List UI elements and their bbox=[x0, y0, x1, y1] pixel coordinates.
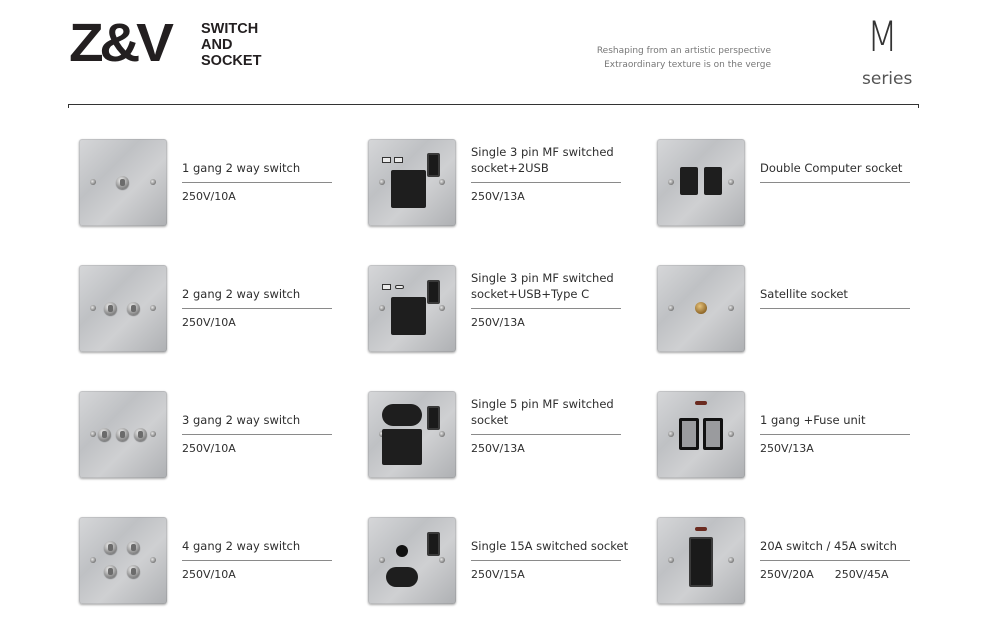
product-label: Single 5 pin MF switched socket bbox=[471, 397, 614, 427]
indicator-light-icon bbox=[695, 401, 707, 405]
toggle-icon bbox=[127, 302, 140, 315]
product-divider bbox=[760, 182, 910, 183]
product-3-gang-switch bbox=[79, 391, 369, 481]
product-2-gang-switch bbox=[79, 265, 369, 355]
product-label: Satellite socket bbox=[760, 287, 848, 301]
screw-icon bbox=[90, 557, 96, 563]
toggle-icon bbox=[104, 541, 117, 554]
product-divider bbox=[182, 182, 332, 183]
product-label: 2 gang 2 way switch bbox=[182, 287, 301, 301]
screw-icon bbox=[439, 557, 445, 563]
typec-port-icon bbox=[395, 285, 404, 289]
screw-icon bbox=[728, 305, 734, 311]
socket-outlet-icon bbox=[391, 170, 426, 208]
product-image bbox=[79, 265, 167, 352]
brand-tagline bbox=[201, 21, 291, 69]
product-image bbox=[368, 391, 456, 478]
slogan-line-1: Reshaping from an artistic perspective bbox=[596, 46, 771, 56]
product-image bbox=[368, 265, 456, 352]
socket-outlet-icon bbox=[391, 297, 426, 335]
indicator-light-icon bbox=[695, 527, 707, 531]
screw-icon bbox=[728, 557, 734, 563]
brand-line-2: AND bbox=[201, 37, 233, 53]
series-word: series bbox=[862, 69, 913, 89]
product-5pin-socket bbox=[368, 391, 658, 481]
product-divider bbox=[760, 434, 910, 435]
product-divider bbox=[760, 560, 910, 561]
rocker-switch-icon bbox=[689, 537, 713, 587]
screw-icon bbox=[150, 431, 156, 437]
screw-icon bbox=[668, 557, 674, 563]
product-rating: 250V/10A bbox=[182, 568, 236, 581]
rocker-switch-icon bbox=[427, 532, 440, 556]
product-15a-socket bbox=[368, 517, 658, 607]
product-image bbox=[657, 265, 745, 352]
product-rating: 250V/10A bbox=[182, 442, 236, 455]
screw-icon bbox=[90, 305, 96, 311]
round-pin-outlet-icon bbox=[386, 567, 418, 587]
product-satellite-socket bbox=[657, 265, 947, 355]
product-image bbox=[657, 391, 745, 478]
screw-icon bbox=[90, 179, 96, 185]
screw-icon bbox=[150, 179, 156, 185]
rocker-switch-icon bbox=[427, 406, 440, 430]
product-rating: 250V/13A bbox=[471, 442, 525, 455]
rocker-switch-icon bbox=[427, 153, 440, 177]
screw-icon bbox=[728, 179, 734, 185]
fuse-switch-icon bbox=[703, 418, 723, 450]
product-image bbox=[368, 517, 456, 604]
product-label: 4 gang 2 way switch bbox=[182, 539, 301, 553]
rj45-port-icon bbox=[704, 167, 722, 195]
product-double-computer-socket bbox=[657, 139, 947, 229]
product-rating: 250V/10A bbox=[182, 190, 236, 203]
product-image bbox=[657, 517, 745, 604]
product-label: Single 3 pin MF switched socket+USB+Type C bbox=[471, 271, 614, 301]
toggle-icon bbox=[134, 428, 147, 441]
screw-icon bbox=[379, 557, 385, 563]
product-fuse-unit bbox=[657, 391, 947, 481]
series-letter: M bbox=[867, 12, 898, 61]
brand-mark: Z&V bbox=[69, 13, 170, 73]
product-image bbox=[79, 139, 167, 226]
slogan-line-2: Extraordinary texture is on the verge bbox=[604, 60, 771, 70]
product-image bbox=[79, 391, 167, 478]
product-image bbox=[79, 517, 167, 604]
screw-icon bbox=[150, 305, 156, 311]
product-divider bbox=[182, 434, 332, 435]
product-rating: 250V/15A bbox=[471, 568, 525, 581]
screw-icon bbox=[150, 557, 156, 563]
product-20a-45a-switch bbox=[657, 517, 947, 607]
round-pin-outlet-icon bbox=[382, 404, 422, 426]
product-divider bbox=[471, 308, 621, 309]
screw-icon bbox=[90, 431, 96, 437]
product-3pin-socket-usb-typec bbox=[368, 265, 658, 355]
toggle-icon bbox=[127, 565, 140, 578]
toggle-icon bbox=[104, 302, 117, 315]
toggle-icon bbox=[127, 541, 140, 554]
slogan bbox=[597, 44, 771, 72]
product-divider bbox=[182, 308, 332, 309]
product-label: Single 15A switched socket bbox=[471, 539, 629, 553]
rocker-switch-icon bbox=[427, 280, 440, 304]
usb-port-icon bbox=[382, 157, 391, 163]
product-rating: 250V/13A bbox=[471, 190, 525, 203]
screw-icon bbox=[668, 179, 674, 185]
screw-icon bbox=[439, 179, 445, 185]
product-1-gang-switch bbox=[79, 139, 369, 229]
usb-port-icon bbox=[394, 157, 403, 163]
product-divider bbox=[760, 308, 910, 309]
product-divider bbox=[471, 434, 621, 435]
screw-icon bbox=[668, 305, 674, 311]
brand-line-1: SWITCH bbox=[201, 21, 259, 37]
product-label: Double Computer socket bbox=[760, 161, 903, 175]
product-label: 20A switch / 45A switch bbox=[760, 539, 897, 553]
header-divider bbox=[68, 104, 919, 105]
screw-icon bbox=[439, 431, 445, 437]
product-divider bbox=[471, 182, 621, 183]
product-3pin-socket-2usb bbox=[368, 139, 658, 229]
toggle-icon bbox=[104, 565, 117, 578]
socket-outlet-icon bbox=[382, 429, 422, 465]
product-divider bbox=[182, 560, 332, 561]
coax-connector-icon bbox=[695, 302, 707, 314]
toggle-icon bbox=[116, 428, 129, 441]
product-divider bbox=[471, 560, 621, 561]
screw-icon bbox=[439, 305, 445, 311]
screw-icon bbox=[668, 431, 674, 437]
product-rating: 250V/13A bbox=[760, 442, 814, 455]
product-rating: 250V/20A 250V/45A bbox=[760, 568, 889, 581]
screw-icon bbox=[379, 305, 385, 311]
brand-line-3: SOCKET bbox=[201, 53, 262, 69]
product-label: 1 gang 2 way switch bbox=[182, 161, 301, 175]
product-label: 3 gang 2 way switch bbox=[182, 413, 301, 427]
product-rating: 250V/10A bbox=[182, 316, 236, 329]
product-label: Single 3 pin MF switched socket+2USB bbox=[471, 145, 614, 175]
toggle-icon bbox=[98, 428, 111, 441]
earth-pin-hole-icon bbox=[396, 545, 408, 557]
product-4-gang-switch bbox=[79, 517, 369, 607]
product-rating: 250V/13A bbox=[471, 316, 525, 329]
fuse-holder-icon bbox=[679, 418, 699, 450]
toggle-icon bbox=[116, 176, 129, 189]
screw-icon bbox=[728, 431, 734, 437]
usb-port-icon bbox=[382, 284, 391, 290]
rj45-port-icon bbox=[680, 167, 698, 195]
product-label: 1 gang +Fuse unit bbox=[760, 413, 866, 427]
screw-icon bbox=[379, 179, 385, 185]
product-image bbox=[657, 139, 745, 226]
product-image bbox=[368, 139, 456, 226]
